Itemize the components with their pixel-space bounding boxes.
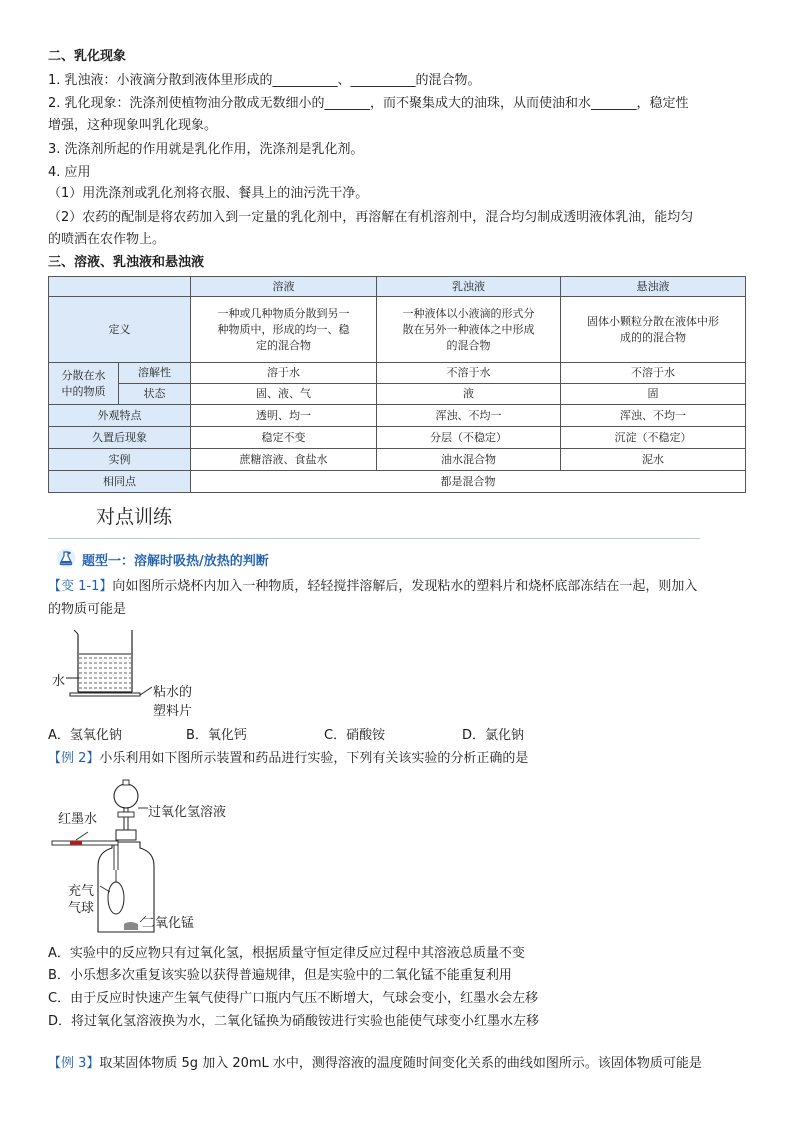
definition-emulsion: 一种液体以小液滴的形式分 散在另外一种液体之中形成 的混合物 [377,297,561,363]
ink-label: 红墨水 [58,812,98,827]
row-label-appearance: 外观特点 [49,405,191,427]
state-emulsion: 液 [377,384,561,405]
q2-option-c[interactable]: C．由于反应时快速产生氧气使得广口瓶内气压不断增大，气球会变小，红墨水会左移 [48,991,539,1006]
state-solution: 固、液、气 [191,384,377,405]
header-solution: 溶液 [191,277,377,297]
beaker-water-label: 水 [52,674,66,689]
q1-tag: 【变 1-1】 [48,579,113,594]
appearance-emulsion: 浑浊、不均一 [377,405,561,427]
flask-icon [56,548,76,568]
row-label-dispersed: 分散在水 中的物质 [49,363,119,405]
h2o2-label: 过氧化氢溶液 [148,805,227,820]
section-3-title: 三、溶液、乳浊液和悬浊液 [48,255,205,270]
q2-option-d[interactable]: D．将过氧化氢溶液换为水，二氧化锰换为硝酸铵进行实验也能使气球变小红墨水左移 [48,1014,540,1029]
example-solution: 蔗糖溶液、食盐水 [191,449,377,471]
application-2: （2）农药的配制是将农药加入到一定量的乳化剂中，再溶解在有机溶剂中，混合均匀制成透明液体乳油，能均匀 [48,210,694,225]
balloon-label-2: 气球 [68,901,95,916]
appearance-suspension: 浑浊、不均一 [561,405,746,427]
q3-tag: 【例 3】 [48,1056,100,1071]
q3-stem [48,1055,702,1073]
application-heading: 4. 应用 [48,165,91,180]
application-2-cont: 的喷洒在农作物上。 [48,232,166,247]
definition-solution: 一种或几种物质分散到另一 种物质中，形成的均一、稳 定的混合物 [191,297,377,363]
q1-stem [48,578,697,596]
definition-suspension: 固体小颗粒分散在液体中形 成的的混合物 [561,297,746,363]
header-suspension: 悬浊液 [561,277,746,297]
emulsification-definition-cont: 增强，这种现象叫乳化现象。 [48,118,218,133]
emulsion-definition: 1. 乳浊液：小液滴分散到液体里形成的__________、__________的混合物。 [48,73,481,88]
beaker-plastic-label-1: 粘水的 [153,685,193,700]
mno2-label: 二氧化锰 [142,916,195,931]
solubility-emulsion: 不溶于水 [377,363,561,384]
q2-text: 小乐利用如下图所示装置和药品进行实验，下列有关该实验的分析正确的是 [99,751,529,766]
detergent-role: 3. 洗涤剂所起的作用就是乳化作用，洗涤剂是乳化剂。 [48,142,364,157]
state-suspension: 固 [561,384,746,405]
emulsification-definition: 2. 乳化现象：洗涤剂使植物油分散成无数细小的_______，而不聚集成大的油珠，从而使油和水_______，稳定性 [48,96,689,111]
solubility-suspension: 不溶于水 [561,363,746,384]
q1-option-b[interactable]: B．氧化钙 [186,728,247,743]
example-emulsion: 油水混合物 [377,449,561,471]
q1-stem-cont: 的物质可能是 [48,602,127,617]
row-label-example: 实例 [49,449,191,471]
q2-option-b[interactable]: B．小乐想多次重复该实验以获得普遍规律，但是实验中的二氧化锰不能重复利用 [48,968,512,983]
q1-text: 向如图所示烧杯内加入一种物质，轻轻搅拌溶解后，发现粘水的塑料片和烧杯底部冻结在一起，则加入 [112,579,698,594]
q1-option-d[interactable]: D．氯化钠 [462,728,525,743]
beaker-plastic-label-2: 塑料片 [153,704,193,719]
solubility-solution: 溶于水 [191,363,377,384]
common-point: 都是混合物 [191,471,746,493]
section-divider [48,538,700,539]
standing-suspension: 沉淀（不稳定） [561,427,746,449]
row-label-state: 状态 [119,384,191,405]
q2-option-a[interactable]: A．实验中的反应物只有过氧化氢，根据质量守恒定律反应过程中其溶液总质量不变 [48,946,525,961]
row-label-standing: 久置后现象 [49,427,191,449]
row-label-solubility: 溶解性 [119,363,191,384]
application-1: （1）用洗涤剂或乳化剂将衣服、餐具上的油污洗干净。 [48,186,369,201]
header-emulsion: 乳浊液 [377,277,561,297]
q1-option-a[interactable]: A．氢氧化钠 [48,728,122,743]
example-suspension: 泥水 [561,449,746,471]
row-label-definition: 定义 [49,297,191,363]
q2-tag: 【例 2】 [48,751,100,766]
balloon-label-1: 充气 [68,884,95,899]
training-title: 对点训练 [96,506,173,528]
question-type-1: 题型一：溶解时吸热/放热的判断 [82,554,269,569]
row-label-common: 相同点 [49,471,191,493]
appearance-solution: 透明、均一 [191,405,377,427]
section-2-title: 二、乳化现象 [48,49,127,64]
q1-option-c[interactable]: C．硝酸铵 [324,728,386,743]
q3-text: 取某固体物质 5g 加入 20mL 水中，测得溶液的温度随时间变化关系的曲线如图所示。该固体物质可能是 [99,1056,702,1071]
standing-emulsion: 分层（不稳定） [377,427,561,449]
comparison-table [48,276,746,493]
q2-stem [48,750,528,768]
standing-solution: 稳定不变 [191,427,377,449]
table-corner [49,277,191,297]
